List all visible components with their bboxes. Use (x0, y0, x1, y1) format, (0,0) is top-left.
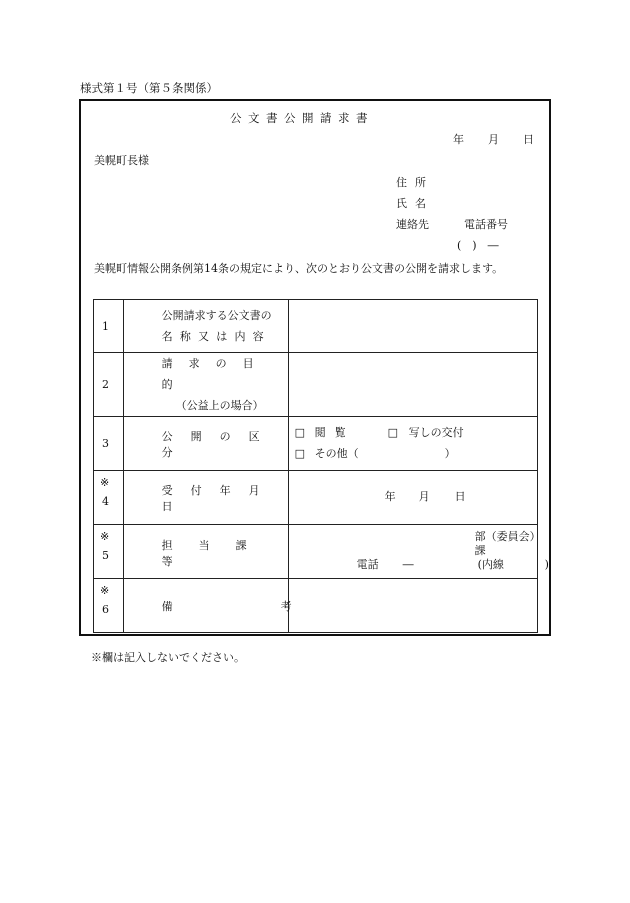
remarks-label-start: 備 (161, 600, 173, 613)
date-month-label: 月 (488, 133, 499, 146)
section-label: 課 (474, 544, 486, 557)
other-checkbox[interactable]: □ (294, 447, 306, 460)
other-option-label: その他（ (314, 447, 359, 460)
page-title: 公文書公開請求書 (230, 111, 374, 125)
copy-checkbox[interactable]: □ (387, 426, 399, 439)
table-row (94, 579, 538, 633)
phone-label: 電話番号 (464, 218, 508, 231)
phone-format: ( ) ― (457, 239, 499, 252)
row-number: 1 (94, 300, 124, 353)
intro-text: 美幌町情報公開条例第14条の規定により、次のとおり公文書の公開を請求します。 (94, 262, 504, 275)
row-label: 公開の区分 (123, 417, 288, 471)
receipt-year-label: 年 (384, 490, 396, 503)
request-table (93, 299, 549, 633)
document-name-field[interactable] (288, 300, 537, 353)
staff-only-mark: ※ (100, 530, 110, 543)
contact-label: 連絡先 (396, 218, 429, 231)
receipt-date-cell (288, 471, 537, 525)
row-label: 公開請求する公文書の 名称又は内容 (123, 300, 288, 353)
row-number: ※ 6 (94, 579, 124, 633)
row-label: 受付年月日 (123, 471, 288, 525)
row-number: 3 (94, 417, 124, 471)
row-label: 担当課等 (123, 525, 288, 579)
extension-close-paren: ) (544, 558, 549, 571)
receipt-day-label: 日 (454, 490, 466, 503)
address-label: 住所 (396, 176, 434, 189)
table-row (94, 353, 538, 417)
remarks-label-end: 考 (280, 600, 292, 613)
table-row (94, 300, 538, 353)
extension-label: (内線 (477, 558, 504, 571)
department-label: 部（委員会） (474, 530, 541, 543)
view-checkbox[interactable]: □ (294, 426, 306, 439)
row-number: 2 (94, 353, 124, 417)
table-row (94, 471, 538, 525)
staff-only-mark: ※ (100, 476, 110, 489)
date-year-label: 年 (453, 133, 464, 146)
name-label: 氏名 (396, 197, 434, 210)
row-number: ※ 4 (94, 471, 124, 525)
copy-option-label: 写しの交付 (408, 426, 464, 439)
staff-phone-label: 電話 (356, 558, 379, 571)
receipt-month-label: 月 (418, 490, 430, 503)
footnote: ※欄は記入しないでください。 (91, 651, 245, 664)
form-number: 様式第１号（第５条関係） (80, 81, 218, 95)
responsible-section-cell (288, 525, 549, 579)
row-label: 請求の目的 （公益上の場合） (123, 353, 288, 417)
staff-only-mark: ※ (100, 584, 110, 597)
row-number: ※ 5 (94, 525, 124, 579)
remarks-field[interactable] (288, 579, 537, 633)
date-day-label: 日 (523, 133, 534, 146)
view-option-label: 閲覧 (314, 426, 355, 439)
staff-phone-dash: ― (402, 558, 414, 571)
table-row (94, 525, 538, 579)
other-close-paren: ） (444, 447, 456, 460)
addressee: 美幌町長様 (94, 154, 149, 167)
disclosure-type-cell (288, 417, 537, 471)
row-label (123, 579, 292, 633)
purpose-field[interactable] (288, 353, 537, 417)
table-row (94, 417, 538, 471)
